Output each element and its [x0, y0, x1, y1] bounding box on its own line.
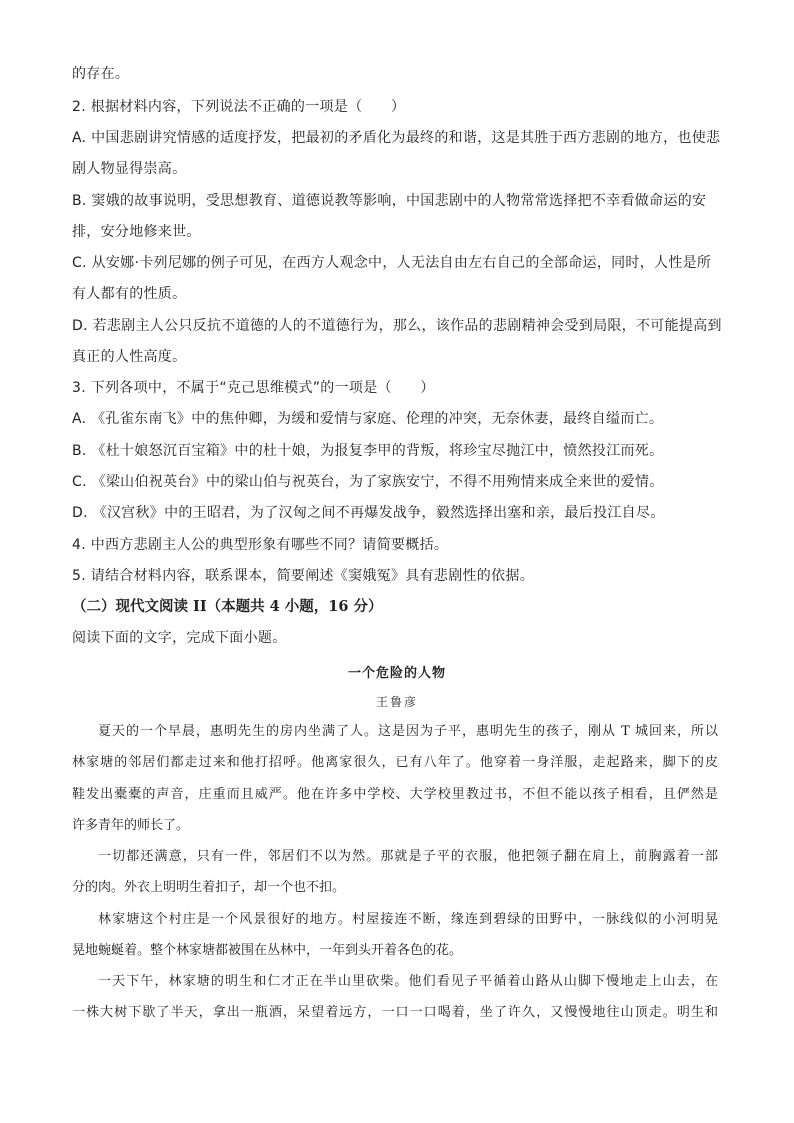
option-c: C. 从安娜·卡列尼娜的例子可见，在西方人观念中，人无法自由左右自己的全部命运，同时，人性是所: [72, 255, 712, 271]
text-line: 有人都有的性质。: [72, 286, 187, 302]
text-line: 真正的人性高度。: [72, 349, 187, 365]
story-line: 许多青年的师长了。: [72, 818, 190, 833]
story-author: 王鲁彦: [375, 695, 418, 709]
text-line: 剧人物显得崇高。: [72, 161, 187, 177]
question-4: 4. 中西方悲剧主人公的典型形象有哪些不同？请简要概括。: [72, 537, 449, 553]
instruction: 阅读下面的文字，完成下面小题。: [72, 630, 287, 646]
question-2: 2. 根据材料内容，下列说法不正确的一项是（ ）: [72, 99, 406, 115]
story-line: 夏天的一个早晨，惠明先生的房内坐满了人。这是因为子平，惠明先生的孩子，刚从 T 城回来，所以: [98, 724, 718, 739]
story-line: 鞋发出橐橐的声音，庄重而且威严。他在许多中学校、大学校里教过书，不但不能以孩子相看，且俨然是: [72, 787, 718, 802]
story-line: 一切都还满意，只有一件，邻居们不以为然。那就是子平的衣服，他把领子翻在肩上，前胸露着一部: [98, 849, 718, 864]
option-b: B. 《杜十娘怒沉百宝箱》中的杜十娘，为报复李甲的背叛，将珍宝尽抛江中，愤然投江而死。: [72, 443, 664, 459]
story-line: 一株大树下歇了半天，拿出一瓶酒，呆望着远方，一口一口喝着，坐了许久，又慢慢地往山顶走。明生和: [72, 1005, 718, 1020]
story-title: 一个危险的人物: [347, 666, 446, 681]
option-d: D. 《汉宫秋》中的王昭君，为了汉匈之间不再爆发战争，毅然选择出塞和亲，最后投江自尽。: [72, 505, 665, 521]
question-5: 5. 请结合材料内容，联系课本，简要阐述《窦娥冤》具有悲剧性的依据。: [72, 568, 535, 584]
option-b: B. 窦娥的故事说明，受思想教育、道德说教等影响，中国悲剧中的人物常常选择把不幸看做命运的安: [72, 193, 707, 209]
story-line: 林家塘这个村庄是一个风景很好的地方。村屋接连不断，缘连到碧绿的田野中，一脉线似的小河明晃: [98, 912, 718, 927]
story-line: 晃地蜿蜒着。整个林家塘都被围在丛林中，一年到头开着各色的花。: [72, 943, 463, 958]
option-a: A. 《孔雀东南飞》中的焦仲卿，为缓和爱情与家庭、伦理的冲突，无奈休妻，最终自缢而亡。: [72, 411, 664, 427]
story-line: 林家塘的邻居们都走过来和他打招呼。他离家很久，已有八年了。他穿着一身洋服，走起路来，脚下的皮: [72, 755, 718, 770]
text-line: 的存在。: [72, 66, 130, 82]
option-d: D. 若悲剧主人公只反抗不道德的人的不道德行为，那么，该作品的悲剧精神会受到局限，不可能提高到: [72, 318, 722, 334]
option-c: C. 《梁山伯祝英台》中的梁山伯与祝英台，为了家族安宁，不得不用殉情来成全来世的爱情。: [72, 474, 664, 490]
option-a: A. 中国悲剧讲究情感的适度抒发，把最初的矛盾化为最终的和谐，这是其胜于西方悲剧的地方，也使悲: [72, 130, 721, 146]
text-line: 排，安分地修来世。: [72, 224, 201, 240]
section-heading: （二）现代文阅读 II（本题共 4 小题，16 分）: [72, 598, 383, 615]
story-line: 分的肉。外衣上明明生着扣子，却一个也不扣。: [72, 880, 346, 895]
story-line: 一天下午，林家塘的明生和仁才正在半山里砍柴。他们看见子平循着山路从山脚下慢地走上山去，在: [98, 974, 718, 989]
question-3: 3. 下列各项中，不属于“克己思维模式”的一项是（ ）: [72, 380, 435, 396]
